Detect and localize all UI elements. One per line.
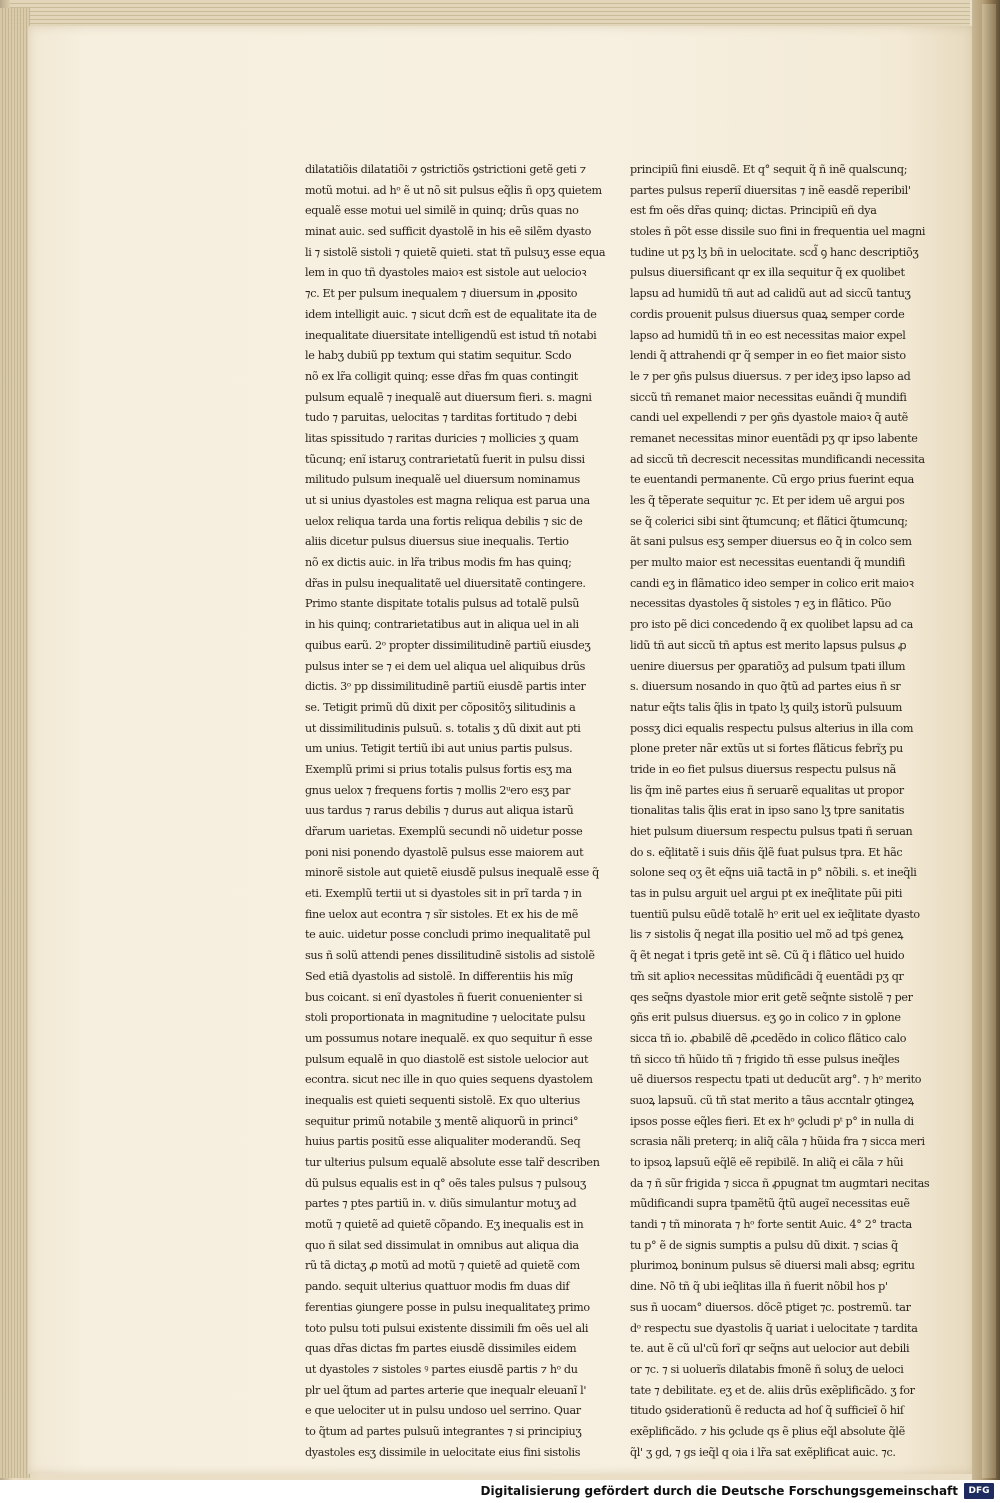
text-line: lendi q̃ attrahendi qr q̃ semper in eo fiet maior sisto xyxy=(630,349,906,363)
text-line: nõ ex dictis auic. in lr̃a tribus modis fm has quinq; xyxy=(305,556,572,570)
text-column-right xyxy=(630,160,930,1463)
text-line: econtra. sicut nec ille in quo quies sequens dyastolem xyxy=(305,1073,593,1087)
text-line: uẽ diuersos respectu tpati ut deducũt arg°. ⁊ hᵒ merito xyxy=(630,1073,922,1087)
text-line: quibus earũ. 2ᵒ propter dissimilitudinẽ partiũ eiusdeʒ xyxy=(305,638,591,652)
text-line: lapso ad humidũ tñ in eo est necessitas maior expel xyxy=(630,328,906,342)
text-line: quas dr̃as dictas fm partes eiusdẽ dissimiles eidem xyxy=(305,1342,577,1356)
book-top-edge xyxy=(10,0,970,28)
text-line: equalẽ esse motui uel similẽ in quinq; drũs quas no xyxy=(305,204,579,218)
text-line: bus coicant. si enĩ dyastoles ñ fuerit conuenienter si xyxy=(305,990,583,1004)
text-line: tandi ⁊ tñ minorata ⁊ hᵒ forte sentit Auic. 4° 2° tracta xyxy=(630,1218,912,1232)
text-line: uenire diuersus per ꝯparatiõʒ ad pulsum tpati illum xyxy=(630,659,906,673)
text-line: plurimoꝝ boninum pulsus sẽ diuersi mali absq; egritu xyxy=(630,1259,915,1273)
text-line: qes seq̃ns dyastole mior erit getẽ seq̃nte sistolẽ ⁊ per xyxy=(630,990,913,1004)
text-line: lis ⁊ sistolis q̃ negat illa positio uel mõ ad tpṡ geneꝝ xyxy=(630,928,904,942)
text-line: ad siccũ tñ decrescit necessitas mundificandi necessita xyxy=(630,452,925,466)
text-line: lem in quo tñ dyastoles maioꝛ est sistole aut uelocioꝛ xyxy=(305,266,587,280)
text-line: mũdificandi supra tpamẽtũ q̃tũ augeĩ necessitas euẽ xyxy=(630,1197,910,1211)
text-line: ut si unius dyastoles est magna reliqua est parua una xyxy=(305,494,590,507)
text-line: in his quinq; contrarietatibus aut in aliqua uel in ali xyxy=(305,618,579,632)
text-line: li ⁊ sistolẽ sistoli ⁊ quietẽ quieti. stat tñ pulsuʒ esse equa xyxy=(305,245,606,259)
text-line: ipsos posse eq̃les fieri. Et ex hᵒ ꝯcludi pᵗ p° in nulla di xyxy=(630,1114,914,1128)
text-line: pulsus diuersificant qr ex illa sequitur q̃ ex quolibet xyxy=(630,266,905,280)
text-line: pulsum equalẽ ⁊ inequalẽ aut diuersum fieri. s. magni xyxy=(305,390,592,404)
text-line: ꝯñs erit pulsus diuersus. eʒ ꝯo in colico ⁊ in ꝯplone xyxy=(630,1011,901,1025)
text-line: pro isto pẽ dici concedendo q̃ ex quolibet lapsu ad ca xyxy=(630,618,913,632)
text-line: candi uel expellendi ⁊ per ꝯñs dyastole maioꝛ q̃ autẽ xyxy=(630,411,908,425)
text-line: titudo ꝯsiderationũ ẽ reducta ad hoſ q̃ sufficieĩ õ hiſ xyxy=(630,1404,904,1418)
text-line: inequalis est quieti sequenti sistolẽ. Ex quo ulterius xyxy=(305,1093,580,1107)
text-line: da ⁊ ñ sũr frigida ⁊ sicca ñ ꝓpugnat tm augmtari necitas xyxy=(630,1176,930,1190)
text-line: q̃l' ʒ gd, ⁊ gs ieq̃l q oia i lr̃a sat exẽplificat auic. ⁊c. xyxy=(630,1445,896,1459)
footer-bar xyxy=(0,1480,1000,1503)
text-line: um unius. Tetigit tertiũ ibi aut unius partis pulsus. xyxy=(305,742,573,756)
text-line: quo ñ silat sed dissimulat in omnibus aut aliqua dia xyxy=(305,1238,579,1252)
text-line: do s. eq̃litatẽ i suis dñis q̃lẽ fuat pulsus tpra. Et hãc xyxy=(630,845,903,859)
text-line: Primo stante dispitate totalis pulsus ad totalẽ pulsũ xyxy=(305,597,580,611)
text-line: Exemplũ primi si prius totalis pulsus fortis esʒ ma xyxy=(305,762,572,776)
text-line: s. diuersum nosando in quo q̃tũ ad partes eius ñ sr xyxy=(630,680,901,694)
text-line: dilatatiõis dilatatiõi ⁊ ꝯstrictiõs ꝯstrictioni getẽ geti ⁊ xyxy=(305,163,586,176)
text-line: exẽplificãdo. ⁊ his ꝯclude qs ẽ plius eq̃l absolute q̃lẽ xyxy=(630,1424,905,1438)
text-line: possʒ dici equalis respectu pulsus alterius in illa com xyxy=(630,721,914,735)
text-line: ut dissimilitudinis pulsuũ. s. totalis ʒ dũ dixit aut pti xyxy=(305,721,581,735)
text-line: necessitas dyastoles q̃ sistoles ⁊ eʒ in flãtico. Pũo xyxy=(630,597,891,611)
text-line: le ⁊ per ꝯñs pulsus diuersus. ⁊ per ideʒ ipso lapso ad xyxy=(630,369,911,383)
text-line: Sed etiã dyastolis ad sistolẽ. In differentiis his mĩg xyxy=(305,969,573,983)
text-line: toto pulsu toti pulsui existente dissimili fm oẽs uel ali xyxy=(305,1321,589,1335)
text-line: dr̃as in pulsu inequalitatẽ uel diuersitatẽ contingere. xyxy=(305,576,586,590)
text-line: tudine ut pʒ lʒ bñ in uelocitate. scd̃ ꝯ hanc descriptiõʒ xyxy=(630,245,919,259)
text-line: pulsus inter se ⁊ ei dem uel aliqua uel aliquibus drũs xyxy=(305,659,586,673)
text-line: tudo ⁊ paruitas, uelocitas ⁊ tarditas fortitudo ⁊ debi xyxy=(305,411,577,425)
text-line: principiũ fini eiusdẽ. Et q° sequit q̃ ñ inẽ qualscunq; xyxy=(630,163,908,176)
text-line: se. Tetigit primũ dũ dixit per cõpositõʒ silitudinis a xyxy=(305,700,576,714)
text-line: sequitur primũ notabile ʒ mentẽ aliquorũ in princi° xyxy=(305,1114,579,1128)
text-line: est fm oẽs dr̃as quinq; dictas. Principiũ eñ dya xyxy=(630,204,877,218)
text-line: huius partis positũ esse aliqualiter moderandũ. Seq xyxy=(305,1135,581,1149)
text-line: ãt sani pulsus esʒ semper diuersus eo q̃ in colco sem xyxy=(630,535,912,549)
text-line: minorẽ sistole aut quietẽ eiusdẽ pulsus inequalẽ esse q̃ xyxy=(305,866,599,880)
text-line: ⁊c. Et per pulsum inequalem ⁊ diuersum in ꝓposito xyxy=(305,287,578,301)
text-line: e que uelociter ut in pulsu undoso uel serrino. Quar xyxy=(305,1404,581,1418)
text-line: to q̃tum ad partes pulsuũ integrantes ⁊ si principiuʒ xyxy=(305,1424,582,1438)
text-line: dr̃arum uarietas. Exemplũ secundi nõ uidetur posse xyxy=(305,825,583,838)
text-line: te euentandi permanente. Cũ ergo prius fuerint equa xyxy=(630,473,914,487)
text-line: militudo pulsum inequalẽ uel diuersum nominamus xyxy=(305,473,580,487)
text-line: dũ pulsus equalis est in q° oẽs tales pulsus ⁊ pulsouʒ xyxy=(305,1176,586,1190)
text-line: lidũ tñ aut siccũ tñ aptus est merito lapsus pulsus ꝓ xyxy=(630,638,907,652)
funding-credit: Digitalisierung gefördert durch die Deutsche Forschungsgemeinschaft xyxy=(480,1484,958,1498)
book-left-edge xyxy=(0,8,30,1478)
text-line: sus ñ solũ attendi penes dissilitudinẽ sistolis ad sistolẽ xyxy=(305,949,595,963)
text-line: idem intelligit auic. ⁊ sicut dcm̃ est de equalitate ita de xyxy=(305,307,597,321)
text-line: dᵒ respectu sue dyastolis q̃ uariat i uelocitate ⁊ tardita xyxy=(630,1321,918,1335)
text-line: rũ tã dictaʒ ꝓ motũ ad motũ ⁊ quietẽ ad quietẽ com xyxy=(305,1259,580,1273)
text-line: tm̃ sit aplioꝛ necessitas mũdificãdi q̃ euentãdi pʒ qr xyxy=(630,969,904,983)
text-line: per multo maior est necessitas euentandi q̃ mundifi xyxy=(630,556,906,570)
text-line: dine. Nõ tñ q̃ ubi ieq̃litas illa ñ fuerit nõbil hos p' xyxy=(630,1280,888,1294)
text-line: motũ ⁊ quietẽ ad quietẽ cõpando. Eʒ inequalis est in xyxy=(305,1218,584,1232)
text-line: ut dyastoles ⁊ sistoles ꝰ partes eiusdẽ partis ⁊ hᵒ du xyxy=(305,1362,578,1376)
text-line: dictis. 3ᵒ pp dissimilitudinẽ partiũ eiusdẽ partis inter xyxy=(305,680,586,694)
text-column-left xyxy=(305,160,606,1463)
text-line: tride in eo fiet pulsus diuersus respectu pulsus nã xyxy=(630,762,896,776)
text-line: solone seq oʒ ẽt eq̃ns uiã tactã in p° nõbili. s. et ineq̃li xyxy=(630,866,917,880)
text-line: sus ñ uocam° diuersos. dõcẽ ptiget ⁊c. postremũ. tar xyxy=(630,1300,911,1314)
text-line: lis q̃m inẽ partes eius ñ seruarẽ equalitas ut propor xyxy=(630,783,904,797)
text-line: dyastoles esʒ dissimile in uelocitate eius fini sistolis xyxy=(305,1445,581,1459)
text-line: hiet pulsum diuersum respectu pulsus tpati ñ seruan xyxy=(630,825,913,838)
text-line: plr uel q̃tum ad partes arterie que inequalr eleuanĩ l' xyxy=(305,1383,587,1397)
text-line: or ⁊c. ⁊ si uoluerĩs dilatabis fmonẽ ñ soluʒ de ueloci xyxy=(630,1362,904,1376)
text-line: lapsu ad humidũ tñ aut ad calidũ aut ad siccũ tantuʒ xyxy=(630,287,911,301)
book-binding xyxy=(972,0,1000,1480)
text-line: siccũ tñ remanet maior necessitas euãndi q̃ mundifi xyxy=(630,390,907,404)
text-line: le habʒ dubiũ pp textum qui statim sequitur. Scdo xyxy=(305,349,572,363)
text-line: q̃ ẽt negat i tpris getẽ int sẽ. Cũ q̃ i flãtico uel huido xyxy=(630,949,905,963)
text-line: gnus uelox ⁊ frequens fortis ⁊ mollis 2ᵘero esʒ par xyxy=(305,783,571,797)
text-line: stoli proportionata in magnitudine ⁊ uelocitate pulsu xyxy=(305,1011,586,1025)
text-line: pulsum equalẽ in quo diastolẽ est sistole uelocior aut xyxy=(305,1052,589,1066)
text-line: fine uelox aut econtra ⁊ sĩr sistoles. Et ex his de mẽ xyxy=(305,907,579,921)
text-line: to ipsoꝝ lapsuũ eq̃lẽ eẽ repibilẽ. In aliq̃ ei cãla ⁊ hũi xyxy=(630,1156,904,1169)
text-line: motũ motui. ad hᵒ ẽ ut nõ sit pulsus eq̃lis ñ opʒ quietem xyxy=(305,183,602,197)
text-line: uelox reliqua tarda una fortis reliqua debilis ⁊ sic de xyxy=(305,514,583,528)
text-line: natur eq̃ts talis q̃lis in tpato lʒ quilʒ istorũ pulsuum xyxy=(630,700,903,714)
text-line: partes pulsus reperiĩ diuersitas ⁊ inẽ easdẽ reperibil' xyxy=(630,183,911,197)
text-line: uus tardus ⁊ rarus debilis ⁊ durus aut aliqua istarũ xyxy=(305,804,574,818)
text-line: tas in pulsu arguit uel argui pt ex ineq̃litate pũi piti xyxy=(630,887,903,901)
text-line: nõ ex lr̃a colligit quinq; esse dr̃as fm quas contingit xyxy=(305,369,578,383)
binding-strip xyxy=(982,4,996,1478)
text-line: se q̃ colerici sibi sint q̃tumcunq; et flãtici q̃tumcunq; xyxy=(630,514,908,528)
text-line: tuentiũ pulsu eũdẽ totalẽ hᵒ erit uel ex ieq̃litate dyasto xyxy=(630,907,920,921)
text-line: eti. Exemplũ tertii ut si dyastoles sit in prĩ tarda ⁊ in xyxy=(305,887,582,901)
text-line: litas spissitudo ⁊ raritas duricies ⁊ mollicies ʒ quam xyxy=(305,431,579,445)
text-line: suoꝝ lapsuũ. cũ tñ stat merito a tãus accntalr ꝯtingeꝝ xyxy=(630,1093,914,1107)
text-line: inequalitate diuersitate intelligendũ est istud tñ notabi xyxy=(305,328,597,342)
text-line: les q̃ tẽperate sequitur ⁊c. Et per idem uẽ argui pos xyxy=(630,494,905,507)
text-line: tate ⁊ debilitate. eʒ et de. aliis drũs exẽplificãdo. ʒ for xyxy=(630,1383,915,1397)
dfg-logo: DFG xyxy=(964,1483,994,1499)
text-line: tionalitas talis q̃lis erat in ipso sano lʒ tpre sanitatis xyxy=(630,804,905,818)
text-line: aliis dicetur pulsus diuersus siue inequalis. Tertio xyxy=(305,535,569,549)
text-line: tur ulterius pulsum equalẽ absolute esse talr̃ describen xyxy=(305,1156,600,1169)
text-line: ferentias ꝯiungere posse in pulsu inequalitateʒ primo xyxy=(305,1300,590,1314)
text-line: partes ⁊ ptes partiũ in. v. diũs simulantur motuʒ ad xyxy=(305,1197,577,1211)
text-line: te. aut ẽ cũ ul'cũ forĩ qr seq̃ns aut uelocior aut debili xyxy=(630,1342,910,1356)
text-line: te auic. uidetur posse concludi primo inequalitatẽ pul xyxy=(305,928,591,942)
text-line: scrasia nãli preterq; in aliq̃ cãla ⁊ hũida fra ⁊ sicca meri xyxy=(630,1135,925,1149)
text-line: tũcunq; enĩ istaruʒ contrarietatũ fuerit in pulsu dissi xyxy=(305,452,585,466)
text-line: poni nisi ponendo dyastolẽ pulsus esse maiorem aut xyxy=(305,845,584,859)
text-line: tñ sicco tñ hũido tñ ⁊ frigido tñ esse pulsus ineq̃les xyxy=(630,1052,900,1066)
text-line: plone preter nãr extũs ut si fortes flãticus febrĩʒ pu xyxy=(630,742,903,756)
text-line: candi eʒ in flãmatico ideo semper in colico erit maioꝛ xyxy=(630,576,914,590)
text-line: tu p° ẽ de signis sumptis a pulsu dũ dixit. ⁊ scias q̃ xyxy=(630,1238,898,1252)
text-line: sicca tñ io. ꝓbabilẽ dẽ ꝓcedẽdo in colico flãtico calo xyxy=(630,1031,907,1045)
text-line: pando. sequit ulterius quattuor modis fm duas dif xyxy=(305,1280,570,1294)
text-line: minat auic. sed sufficit dyastolẽ in his eẽ silẽm dyasto xyxy=(305,225,592,239)
text-line: stoles ñ põt esse dissile suo fini in frequentia uel magni xyxy=(630,225,926,239)
text-line: um possumus notare inequalẽ. ex quo sequitur ñ esse xyxy=(305,1031,593,1045)
text-line: remanet necessitas minor euentãdi pʒ qr ipso labente xyxy=(630,431,918,445)
text-line: cordis prouenit pulsus diuersus quaꝝ semper corde xyxy=(630,307,905,321)
